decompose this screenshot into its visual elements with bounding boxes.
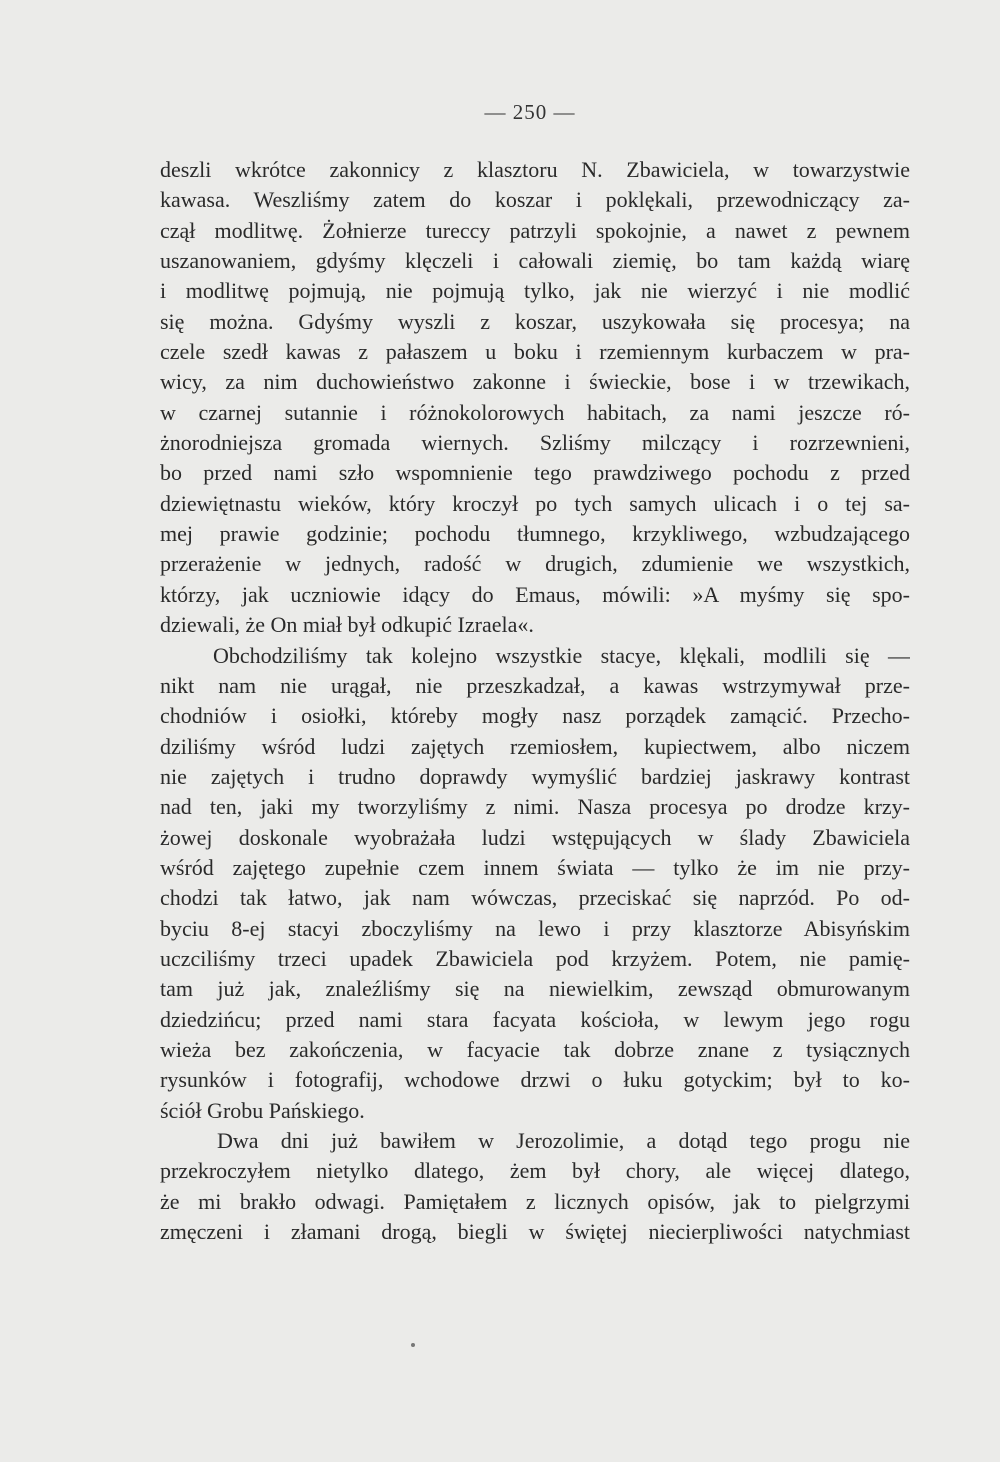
paragraph-start-line: Dwa dni już bawiłem w Jerozolimie, a dotąd tego progu nie bbox=[217, 1128, 910, 1153]
text-line: przekroczyłem nietylko dlatego, żem był chory, ale więcej dlatego, bbox=[160, 1158, 910, 1184]
text-line: uczciliśmy trzeci upadek Zbawiciela pod krzyżem. Potem, nie pamię- bbox=[160, 945, 910, 971]
text-line: nikt nam nie urągał, nie przeszkadzał, a kawas wstrzymywał prze- bbox=[160, 672, 910, 698]
paragraph-end-line: ściół Grobu Pańskiego. bbox=[160, 1097, 365, 1123]
text-line: w czarnej sutannie i różnokolorowych habitach, za nami jeszcze ró- bbox=[160, 399, 910, 425]
text-line: rysunków i fotografij, wchodowe drzwi o łuku gotyckim; był to ko- bbox=[160, 1067, 910, 1093]
text-line: i modlitwę pojmują, nie pojmują tylko, jak nie wierzyć i nie modlić bbox=[160, 278, 910, 304]
text-line: uszanowaniem, gdyśmy klęczeli i całowali ziemię, bo tam każdą wiarę bbox=[160, 248, 910, 274]
text-line: przerażenie w jednych, radość w drugich, zdumienie we wszystkich, bbox=[160, 551, 910, 577]
text-line: chodzi tak łatwo, jak nam wówczas, przeciskać się naprzód. Po od- bbox=[160, 885, 910, 911]
text-line: dziewiętnastu wieków, który kroczył po tych samych ulicach i o tej sa- bbox=[160, 490, 910, 516]
text-line: wśród zajętego zupełnie czem innem świata — tylko że im nie przy- bbox=[160, 854, 910, 880]
text-line: mej prawie godzinie; pochodu tłumnego, krzykliwego, wzbudzającego bbox=[160, 521, 910, 547]
text-line: tam już jak, znaleźliśmy się na niewielkim, zewsząd obmurowanym bbox=[160, 976, 910, 1002]
text-line: wieża bez zakończenia, w facyacie tak dobrze znane z tysiącznych bbox=[160, 1036, 910, 1062]
text-line: żnorodniejsza gromada wiernych. Szliśmy milczący i rozrzewnieni, bbox=[160, 430, 910, 456]
text-line: zmęczeni i złamani drogą, biegli w świętej niecierpliwości natychmiast bbox=[160, 1219, 910, 1245]
text-line: wicy, za nim duchowieństwo zakonne i świeckie, bose i w trzewikach, bbox=[160, 369, 910, 395]
text-line: bo przed nami szło wspomnienie tego prawdziwego pochodu z przed bbox=[160, 460, 910, 486]
text-line: nie zajętych i trudno doprawdy wymyślić bardziej jaskrawy kontrast bbox=[160, 763, 910, 789]
text-line: się można. Gdyśmy wyszli z koszar, uszykowała się procesya; na bbox=[160, 308, 910, 334]
ink-speck bbox=[411, 1343, 415, 1347]
paragraph-end-line: dziewali, że On miał był odkupić Izraela«. bbox=[160, 612, 534, 638]
text-line: czele szedł kawas z pałaszem u boku i rzemiennym kurbaczem w pra- bbox=[160, 339, 910, 365]
text-line: dziliśmy wśród ludzi zajętych rzemiosłem, kupiectwem, albo niczem bbox=[160, 733, 910, 759]
paragraph-start-line: Obchodziliśmy tak kolejno wszystkie stacye, klękali, modlili się — bbox=[213, 642, 910, 668]
text-line: żowej doskonale wyobrażała ludzi wstępujących w ślady Zbawiciela bbox=[160, 824, 910, 850]
text-line: dziedzińcu; przed nami stara facyata kościoła, w lewym jego rogu bbox=[160, 1006, 910, 1032]
body-text bbox=[160, 155, 910, 1247]
text-line: czął modlitwę. Żołnierze tureccy patrzyli spokojnie, a nawet z pewnem bbox=[160, 217, 910, 243]
text-line: kawasa. Weszliśmy zatem do koszar i poklękali, przewodniczący za- bbox=[160, 187, 910, 213]
text-line: deszli wkrótce zakonnicy z klasztoru N. Zbawiciela, w towarzystwie bbox=[160, 157, 910, 182]
page-number: — 250 — bbox=[484, 100, 576, 124]
text-line: chodniów i osiołki, któreby mogły nasz porządek zamącić. Przecho- bbox=[160, 703, 910, 729]
text-line: że mi brakło odwagi. Pamiętałem z licznych opisów, jak to pielgrzymi bbox=[160, 1188, 910, 1214]
text-line: nad ten, jaki my tworzyliśmy z nimi. Nasza procesya po drodze krzy- bbox=[160, 794, 910, 820]
text-line: którzy, jak uczniowie idący do Emaus, mówili: »A myśmy się spo- bbox=[160, 581, 910, 607]
text-line: byciu 8-ej stacyi zboczyliśmy na lewo i przy klasztorze Abisyńskim bbox=[160, 915, 910, 941]
